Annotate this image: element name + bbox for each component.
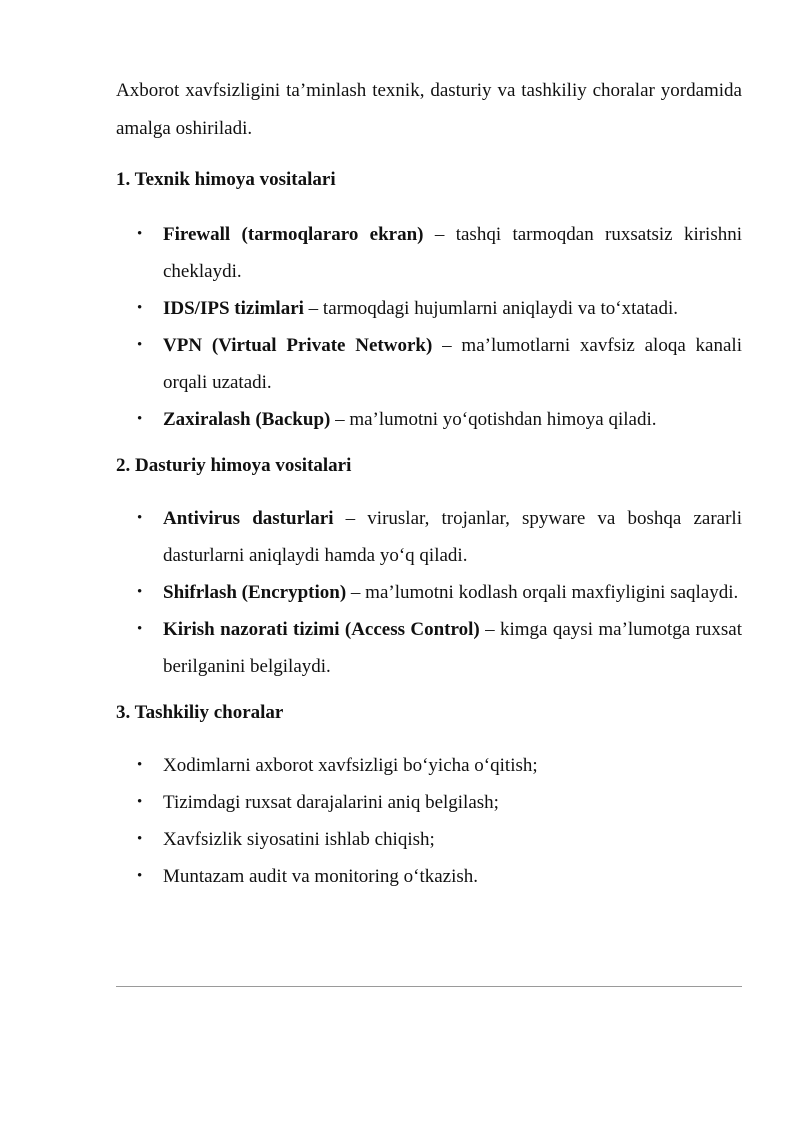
list-item xyxy=(116,500,742,574)
software-measures-list xyxy=(116,500,742,685)
bullet-icon: • xyxy=(137,868,143,884)
list-item xyxy=(116,327,742,401)
list-item xyxy=(116,784,742,821)
list-item xyxy=(116,858,742,895)
item-term: Firewall (tarmoqlararo ekran) xyxy=(163,224,424,245)
bullet-icon: • xyxy=(137,757,143,773)
technical-measures-list xyxy=(116,216,742,438)
item-term: IDS/IPS tizimlari xyxy=(163,298,304,319)
item-text: – ma’lumotlarni xavfsiz aloqa kanali orqali uzatadi. xyxy=(163,335,742,393)
bullet-icon: • xyxy=(137,300,143,316)
bullet-icon: • xyxy=(137,510,143,526)
section-heading-organizational: 3. Tashkiliy choralar xyxy=(116,702,284,723)
list-item xyxy=(116,747,742,784)
item-text: Muntazam audit va monitoring o‘tkazish. xyxy=(163,866,479,887)
intro-paragraph: Axborot xavfsizligini ta’minlash texnik, dasturiy va tashkiliy choralar yordamida amalga oshiriladi. xyxy=(116,80,742,139)
bullet-icon: • xyxy=(137,584,143,600)
item-term: Kirish nazorati tizimi (Access Control) xyxy=(163,619,480,640)
list-item xyxy=(116,290,742,327)
item-text: Tizimdagi ruxsat darajalarini aniq belgilash; xyxy=(163,792,499,813)
list-item xyxy=(116,821,742,858)
bullet-icon: • xyxy=(137,411,143,427)
item-term: VPN (Virtual Private Network) xyxy=(163,335,433,356)
list-item xyxy=(116,611,742,685)
bullet-icon: • xyxy=(137,831,143,847)
list-item xyxy=(116,574,742,611)
bullet-icon: • xyxy=(137,621,143,637)
section-heading-software: 2. Dasturiy himoya vositalari xyxy=(116,455,352,476)
item-text: Xavfsizlik siyosatini ishlab chiqish; xyxy=(163,829,435,850)
section-heading-technical: 1. Texnik himoya vositalari xyxy=(116,169,336,190)
item-text: – tarmoqdagi hujumlarni aniqlaydi va to‘xtatadi. xyxy=(303,298,679,319)
item-text: – tashqi tarmoqdan ruxsatsiz kirishni cheklaydi. xyxy=(163,224,743,282)
item-text: – kimga qaysi ma’lumotga ruxsat berilganini belgilaydi. xyxy=(163,619,742,677)
item-text: – viruslar, trojanlar, spyware va boshqa zararli dasturlarni aniqlaydi hamda yo‘q qiladi. xyxy=(163,508,742,566)
bullet-icon: • xyxy=(137,337,143,353)
bullet-icon: • xyxy=(137,226,143,242)
list-item xyxy=(116,401,742,438)
item-term: Zaxiralash (Backup) xyxy=(163,409,331,430)
organizational-measures-list xyxy=(116,747,742,895)
bullet-icon: • xyxy=(137,794,143,810)
item-text: – ma’lumotni kodlash orqali maxfiyligini saqlaydi. xyxy=(346,582,739,603)
item-text: – ma’lumotni yo‘qotishdan himoya qiladi. xyxy=(330,409,657,430)
item-term: Antivirus dasturlari xyxy=(163,508,334,529)
item-text: Xodimlarni axborot xavfsizligi bo‘yicha o‘qitish; xyxy=(163,755,538,776)
list-item xyxy=(116,216,742,290)
item-term: Shifrlash (Encryption) xyxy=(163,582,347,603)
document-page xyxy=(116,72,742,895)
horizontal-rule xyxy=(116,986,742,987)
